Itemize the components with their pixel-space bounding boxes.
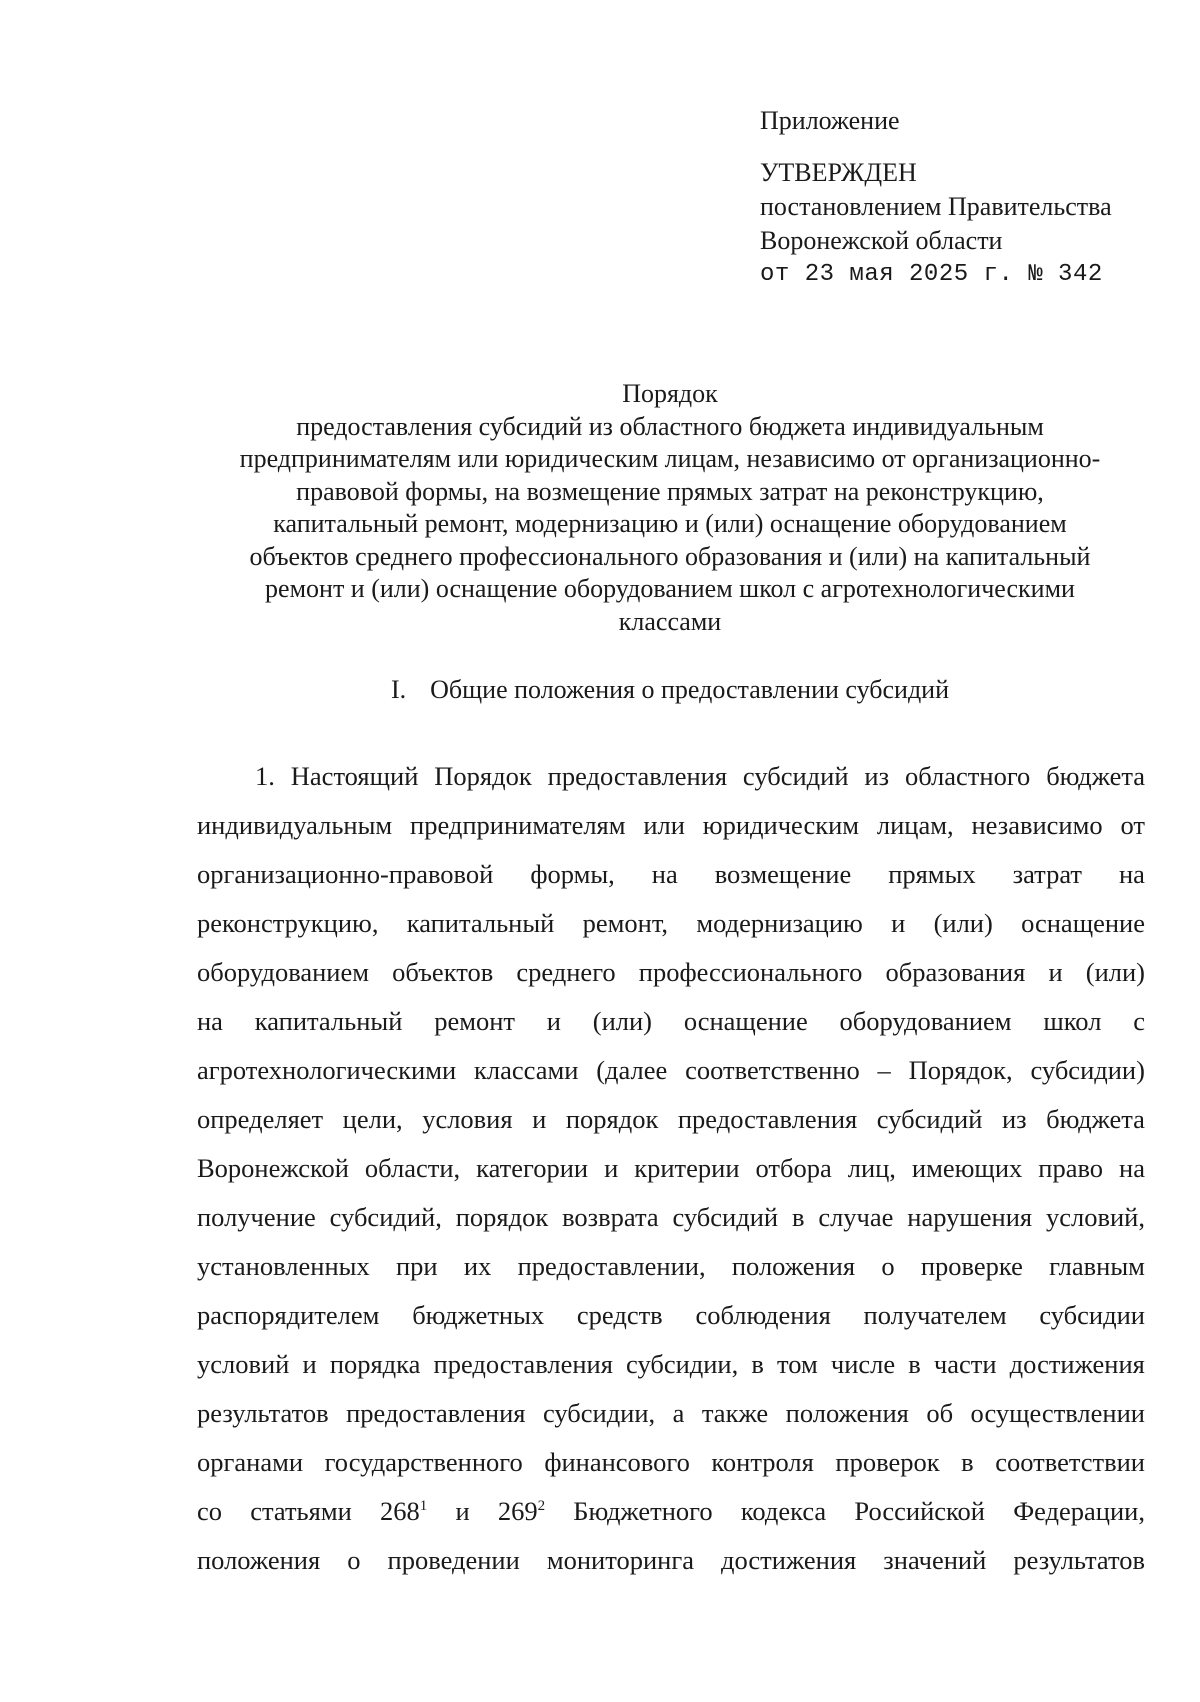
text-line	[197, 850, 1145, 899]
word: положения	[731, 1251, 856, 1281]
text-line	[197, 1438, 1145, 1487]
word: прямых	[888, 859, 976, 889]
approved-by-line-2: Воронежской области	[760, 226, 1003, 255]
text-line	[197, 752, 1145, 801]
word: ремонт	[434, 1006, 515, 1036]
word: определяет	[197, 1104, 324, 1134]
word: Бюджетного	[573, 1496, 713, 1526]
text-line	[197, 801, 1145, 850]
word: лиц,	[847, 1153, 896, 1183]
word: средств	[576, 1300, 663, 1330]
word: субсидий,	[329, 1202, 442, 1232]
word: при	[395, 1251, 438, 1281]
word: статьями	[250, 1496, 352, 1526]
word: осуществлении	[970, 1398, 1145, 1428]
word: капитальный	[254, 1006, 403, 1036]
word: модернизацию	[696, 908, 863, 938]
word: условия	[422, 1104, 513, 1134]
word: финансового	[544, 1447, 690, 1477]
word: (далее	[596, 1055, 668, 1085]
word: $268^1$	[379, 1496, 428, 1526]
word: затрат	[1012, 859, 1082, 889]
text-line	[197, 1144, 1145, 1193]
word: субсидий	[742, 761, 849, 791]
word: получателем	[863, 1300, 1007, 1330]
word: имеющих	[911, 1153, 1023, 1183]
word: соответственно	[685, 1055, 860, 1085]
word: субсидий	[876, 1104, 983, 1134]
word: или	[643, 810, 685, 840]
word: юридическим	[702, 810, 860, 840]
title-line: классами	[618, 606, 722, 636]
word: из	[864, 761, 890, 791]
word: порядок	[565, 1104, 659, 1134]
title-line: ремонт и (или) оснащение оборудованием школ с агротехнологическими	[265, 574, 1075, 603]
word: мониторинга	[546, 1545, 694, 1575]
word: предоставления	[346, 1398, 526, 1428]
word: в	[751, 1349, 764, 1379]
word: проведении	[387, 1545, 520, 1575]
word: Федерации,	[1013, 1496, 1145, 1526]
word: возмещение	[714, 859, 852, 889]
text-line	[197, 899, 1145, 948]
title-line: правовой формы, на возмещение прямых затрат на реконструкцию,	[296, 476, 1044, 506]
text-line	[197, 1487, 1145, 1536]
title-heading: Порядок	[622, 379, 718, 408]
word: проверке	[920, 1251, 1023, 1281]
word: с	[1133, 1006, 1145, 1036]
approved-by-line-1: постановлением Правительства	[760, 192, 1112, 221]
word: субсидии,	[626, 1349, 739, 1379]
word: критерии	[634, 1153, 740, 1183]
word: предпринимателям	[410, 810, 626, 840]
word: объектов	[392, 957, 494, 987]
text-line	[197, 1193, 1145, 1242]
word: результатов	[1013, 1545, 1145, 1575]
word: нарушения	[907, 1202, 1033, 1232]
word: возврата	[562, 1202, 659, 1232]
word: проверок	[835, 1447, 940, 1477]
word: право	[1038, 1153, 1104, 1183]
decree-date-number: от 23 мая 2025 г. № 342	[760, 261, 1103, 288]
word: органами	[197, 1447, 304, 1477]
word: и	[455, 1496, 470, 1526]
text-line	[197, 948, 1145, 997]
text-line	[197, 1095, 1145, 1144]
word: соответствии	[995, 1447, 1145, 1477]
title-line: предоставления субсидий из областного бюджета индивидуальным	[296, 411, 1044, 441]
word: образования	[885, 957, 1026, 987]
appendix-label: Приложение	[760, 106, 900, 135]
word: контроля	[711, 1447, 814, 1477]
word: субсидий	[672, 1202, 779, 1232]
word: реконструкцию,	[197, 908, 379, 938]
word: числе	[830, 1349, 896, 1379]
word: –	[877, 1055, 891, 1085]
word: независимо	[971, 810, 1103, 840]
word: (или)	[592, 1006, 653, 1036]
word: условий,	[1045, 1202, 1145, 1232]
document-title	[180, 378, 1160, 638]
word: областного	[904, 761, 1031, 791]
word: случае	[818, 1202, 894, 1232]
section-heading	[180, 673, 1160, 707]
text-line	[197, 1536, 1145, 1585]
word: бюджетных	[412, 1300, 545, 1330]
word: на	[1118, 859, 1145, 889]
word: Воронежской	[197, 1153, 349, 1183]
word: (или)	[1085, 957, 1145, 987]
text-line	[197, 1340, 1145, 1389]
word: агротехнологическими	[197, 1055, 457, 1085]
word: и	[302, 1349, 317, 1379]
section-title: Общие положения о предоставлении субсидий	[430, 675, 950, 704]
word: в	[791, 1202, 805, 1232]
word: бюджета	[1046, 761, 1145, 791]
word: классами	[473, 1055, 579, 1085]
word: из	[1001, 1104, 1027, 1134]
word: $269^2$	[497, 1496, 546, 1526]
text-line	[197, 1046, 1145, 1095]
word: достижения	[1009, 1349, 1145, 1379]
title-line: предпринимателям или юридическим лицам, независимо от организационно-	[239, 444, 1101, 473]
word: Настоящий	[290, 761, 419, 791]
word: лицам,	[876, 810, 954, 840]
approved-label: УТВЕРЖДЕН	[760, 158, 917, 187]
section-number: I.	[390, 675, 407, 704]
word: главным	[1049, 1251, 1145, 1281]
word: субсидии)	[1030, 1055, 1145, 1085]
word: значений	[883, 1545, 987, 1575]
word: оснащение	[1021, 908, 1145, 938]
word: формы,	[530, 859, 615, 889]
word: положения	[197, 1545, 321, 1575]
word: бюджета	[1046, 1104, 1145, 1134]
word: Российской	[854, 1496, 985, 1526]
word: достижения	[721, 1545, 857, 1575]
word: на	[1119, 1153, 1145, 1183]
text-line	[197, 1291, 1145, 1340]
word: в	[908, 1349, 921, 1379]
word: распорядителем	[197, 1300, 380, 1330]
word: государственного	[324, 1447, 523, 1477]
text-line	[197, 997, 1145, 1046]
word: том	[777, 1349, 818, 1379]
word: 1.	[255, 761, 275, 791]
word: (или)	[933, 908, 993, 938]
word: условий	[197, 1349, 290, 1379]
word: также	[701, 1398, 769, 1428]
word: части	[933, 1349, 997, 1379]
word: соблюдения	[695, 1300, 831, 1330]
word: организационно-правовой	[197, 859, 494, 889]
word: среднего	[516, 957, 616, 987]
word: о	[347, 1545, 361, 1575]
word: их	[463, 1251, 492, 1281]
body-paragraph	[197, 752, 1145, 1585]
word: профессионального	[638, 957, 863, 987]
word: в	[961, 1447, 974, 1477]
word: и	[546, 1006, 561, 1036]
word: и	[604, 1153, 619, 1183]
word: результатов	[197, 1398, 329, 1428]
word: предоставлении,	[517, 1251, 706, 1281]
word: субсидии,	[542, 1398, 656, 1428]
approval-stamp-block	[760, 104, 1180, 292]
word: и	[1048, 957, 1063, 987]
word: области,	[364, 1153, 461, 1183]
word: цели,	[342, 1104, 403, 1134]
word: а	[672, 1398, 685, 1428]
word: и	[891, 908, 906, 938]
word: порядка	[329, 1349, 421, 1379]
title-line: капитальный ремонт, модернизацию и (или) оснащение оборудованием	[273, 509, 1067, 538]
word: субсидии	[1039, 1300, 1145, 1330]
word: положения	[785, 1398, 909, 1428]
word: Порядок,	[908, 1055, 1013, 1085]
word: и	[532, 1104, 547, 1134]
word: отбора	[755, 1153, 832, 1183]
word: оснащение	[683, 1006, 808, 1036]
word: предоставления	[433, 1349, 613, 1379]
word: со	[197, 1496, 223, 1526]
title-line: объектов среднего профессионального образования и (или) на капитальный	[249, 541, 1091, 571]
word: получение	[197, 1202, 316, 1232]
word: оборудованием	[197, 957, 370, 987]
word: о	[881, 1251, 895, 1281]
word: кодекса	[740, 1496, 827, 1526]
word: на	[197, 1006, 223, 1036]
word: предоставления	[677, 1104, 858, 1134]
text-line	[197, 1242, 1145, 1291]
word: капитальный	[406, 908, 555, 938]
word: предоставления	[547, 761, 728, 791]
word: от	[1120, 810, 1145, 840]
word: на	[651, 859, 678, 889]
text-line	[197, 1389, 1145, 1438]
word: ремонт,	[582, 908, 669, 938]
word: оборудованием	[839, 1006, 1012, 1036]
word: индивидуальным	[197, 810, 393, 840]
word: об	[926, 1398, 954, 1428]
word: порядок	[455, 1202, 549, 1232]
word: категории	[476, 1153, 589, 1183]
word: Порядок	[434, 761, 532, 791]
word: школ	[1043, 1006, 1102, 1036]
word: установленных	[197, 1251, 370, 1281]
